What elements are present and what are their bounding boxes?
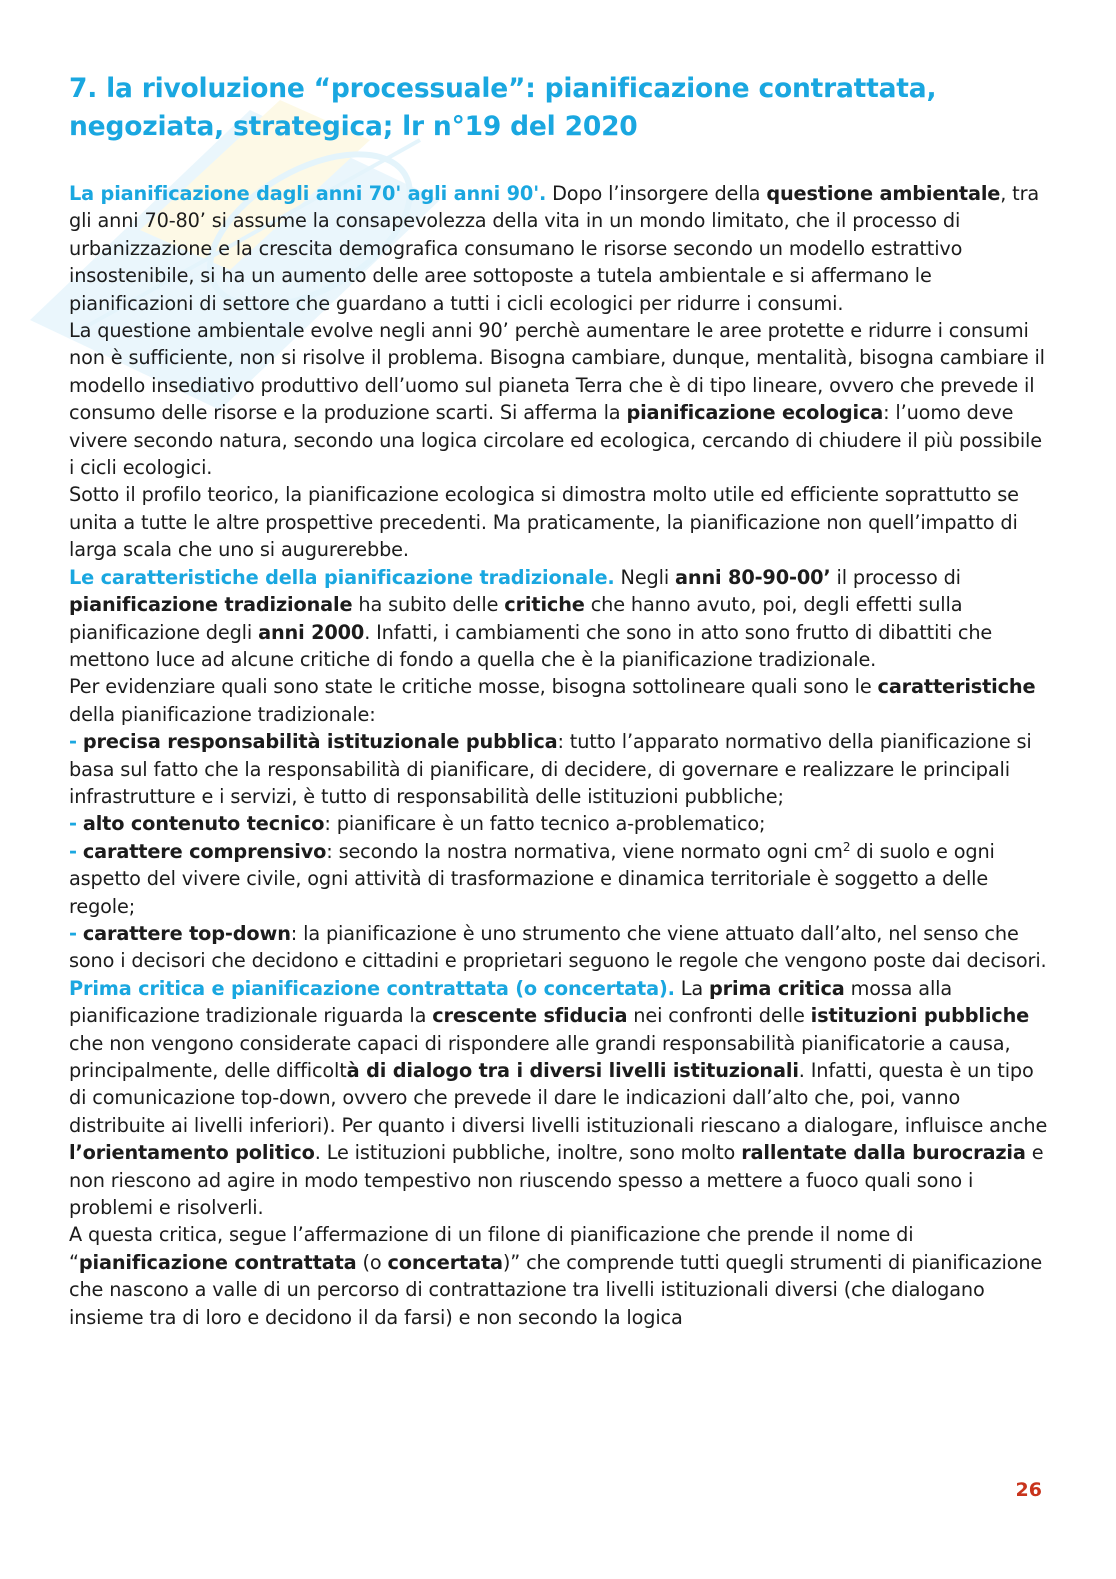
paragraph-1: La pianificazione dagli anni 70' agli anni 90'. Dopo l’insorgere della questione ambientale, tra gli anni 70-80’ si assume la consapevolezza della vita in un mondo limitato, che il processo di urbanizzazione e la crescita demografica consumano le risorse secondo un modello estrattivo insostenibile, si ha un aumento delle aree sottoposte a tutela ambientale e si affermano le pianificazioni di settore che guardano a tutti i cicli ecologici per ridurre i consumi. <box>69 182 1040 315</box>
paragraph-7: A questa critica, segue l’affermazione di un filone di pianificazione che prende il nome di “pianificazione contrattata (o concertata)” che comprende tutti quegli strumenti di pianificazione che nascono a valle di un percorso di contrattazione tra livelli istituzionali diversi (che dialogano insieme tra di loro e decidono il da farsi) e non secondo la logica <box>69 1223 1043 1329</box>
section-title: 7. la rivoluzione “processuale”: pianificazione contrattata, negoziata, strategica; lr n°19 del 2020 <box>69 73 937 142</box>
superscript: 2 <box>842 839 851 854</box>
bold-term: precisa responsabilità istituzionale pubblica <box>82 730 558 754</box>
bold-term: pianificazione contrattata <box>78 1250 357 1274</box>
list-item-responsabilita: - precisa responsabilità istituzionale pubblica: tutto l’apparato normativo della pianificazione si basa sul fatto che la responsabilità di pianificare, di decidere, di governare e realizzare le principali infrastrutture e i servizi, è tutto di responsabilità delle istituzioni pubbliche; <box>69 730 1032 808</box>
body-text <box>69 180 1049 1331</box>
bold-term: rallentate dalla burocrazia <box>741 1141 1026 1165</box>
page-number: 26 <box>1015 1479 1042 1501</box>
list-item-top-down: - carattere top-down: la pianificazione è uno strumento che viene attuato dall’alto, nel senso che sono i decisori che decidono e cittadini e proprietari seguono le regole che vengono poste dai decisori. <box>69 921 1047 973</box>
bold-term: crescente sfiducia <box>432 1004 628 1028</box>
bold-term: prima critica <box>709 976 845 1000</box>
bold-term: anni 2000 <box>258 620 365 644</box>
bold-term: pianificazione tradizionale <box>69 593 353 617</box>
bullet-dash: - <box>69 812 77 836</box>
paragraph-6: Prima critica e pianificazione contrattata (o concertata). La prima critica mossa alla pianificazione tradizionale riguarda la crescente sfiducia nei confronti delle istituzioni pubbliche che non vengono considerate capaci di rispondere alle grandi responsabilità pianificatorie a causa, principalmente, delle difficoltà di dialogo tra i diversi livelli istituzionali. Infatti, questa è un tipo di comunicazione top-down, ovvero che prevede il dare le indicazioni dall’alto che, poi, vanno distribuite ai livelli inferiori). Per quanto i diversi livelli istituzionali riescano a dialogare, influisce anche l’orientamento politico. Le istituzioni pubbliche, inoltre, sono molto rallentate dalla burocrazia e non riescono ad agire in modo tempestivo non riuscendo spesso a mettere a fuoco quali sono i problemi e risolverli. <box>69 976 1048 1220</box>
bullet-dash: - <box>69 730 77 754</box>
subheading-anni-70-90: La pianificazione dagli anni 70' agli anni 90'. <box>69 182 547 205</box>
bold-term: questione ambientale <box>766 182 1001 205</box>
list-item-comprensivo: - carattere comprensivo: secondo la nostra normativa, viene normato ogni $cm^2$ di suolo e ogni aspetto del vivere civile, ogni attività di trasformazione e dinamica territoriale è soggetto a delle regole; <box>69 839 995 918</box>
list-item-contenuto-tecnico: - alto contenuto tecnico: pianificare è un fatto tecnico a-problematico; <box>69 812 766 836</box>
bold-term: l’orientamento politico <box>69 1141 315 1165</box>
bold-term: carattere top-down <box>82 921 291 945</box>
bold-term: critiche <box>504 593 585 617</box>
bullet-dash: - <box>69 921 77 945</box>
bold-term: carattere comprensivo <box>82 839 327 863</box>
paragraph-3: Sotto il profilo teorico, la pianificazione ecologica si dimostra molto utile ed efficiente soprattutto se unita a tutte le altre prospettive precedenti. Ma praticamente, la pianificazione non quell’impatto di larga scala che uno si augurerebbe. <box>69 483 1019 562</box>
subheading-caratteristiche: Le caratteristiche della pianificazione tradizionale. <box>69 565 615 589</box>
bullet-dash: - <box>69 839 77 863</box>
bold-term: anni 80-90-00’ <box>675 565 831 589</box>
paragraph-2: La questione ambientale evolve negli anni 90’ perchè aumentare le aree protette e ridurre i consumi non è sufficiente, non si risolve il problema. Bisogna cambiare, dunque, mentalità, bisogna cambiare il modello insediativo produttivo dell’uomo sul pianeta Terra che è di tipo lineare, ovvero che prevede il consumo delle risorse e la produzione scarti. Si afferma la pianificazione ecologica: l’uomo deve vivere secondo natura, secondo una logica circolare ed ecologica, cercando di chiudere il più possibile i cicli ecologici. <box>69 319 1045 480</box>
bold-term: istituzioni pubbliche <box>810 1004 1030 1028</box>
bold-term: à di dialogo tra i diversi livelli istituzionali <box>346 1059 799 1082</box>
paragraph-4: Le caratteristiche della pianificazione tradizionale. Negli anni 80-90-00’ il processo di pianificazione tradizionale ha subito delle critiche che hanno avuto, poi, degli effetti sulla pianificazione degli anni 2000. Infatti, i cambiamenti che sono in atto sono frutto di dibattiti che mettono luce ad alcune critiche di fondo a quella che è la pianificazione tradizionale. <box>69 565 993 671</box>
bold-term: alto contenuto tecnico <box>82 812 325 836</box>
subheading-prima-critica: Prima critica e pianificazione contrattata (o concertata). <box>69 976 675 1000</box>
bold-term: concertata <box>387 1250 503 1274</box>
paragraph-5: Per evidenziare quali sono state le critiche mosse, bisogna sottolineare quali sono le caratteristiche della pianificazione tradizionale: <box>69 675 1036 726</box>
bold-term: pianificazione ecologica <box>626 401 884 425</box>
bold-term: caratteristiche <box>877 675 1036 699</box>
